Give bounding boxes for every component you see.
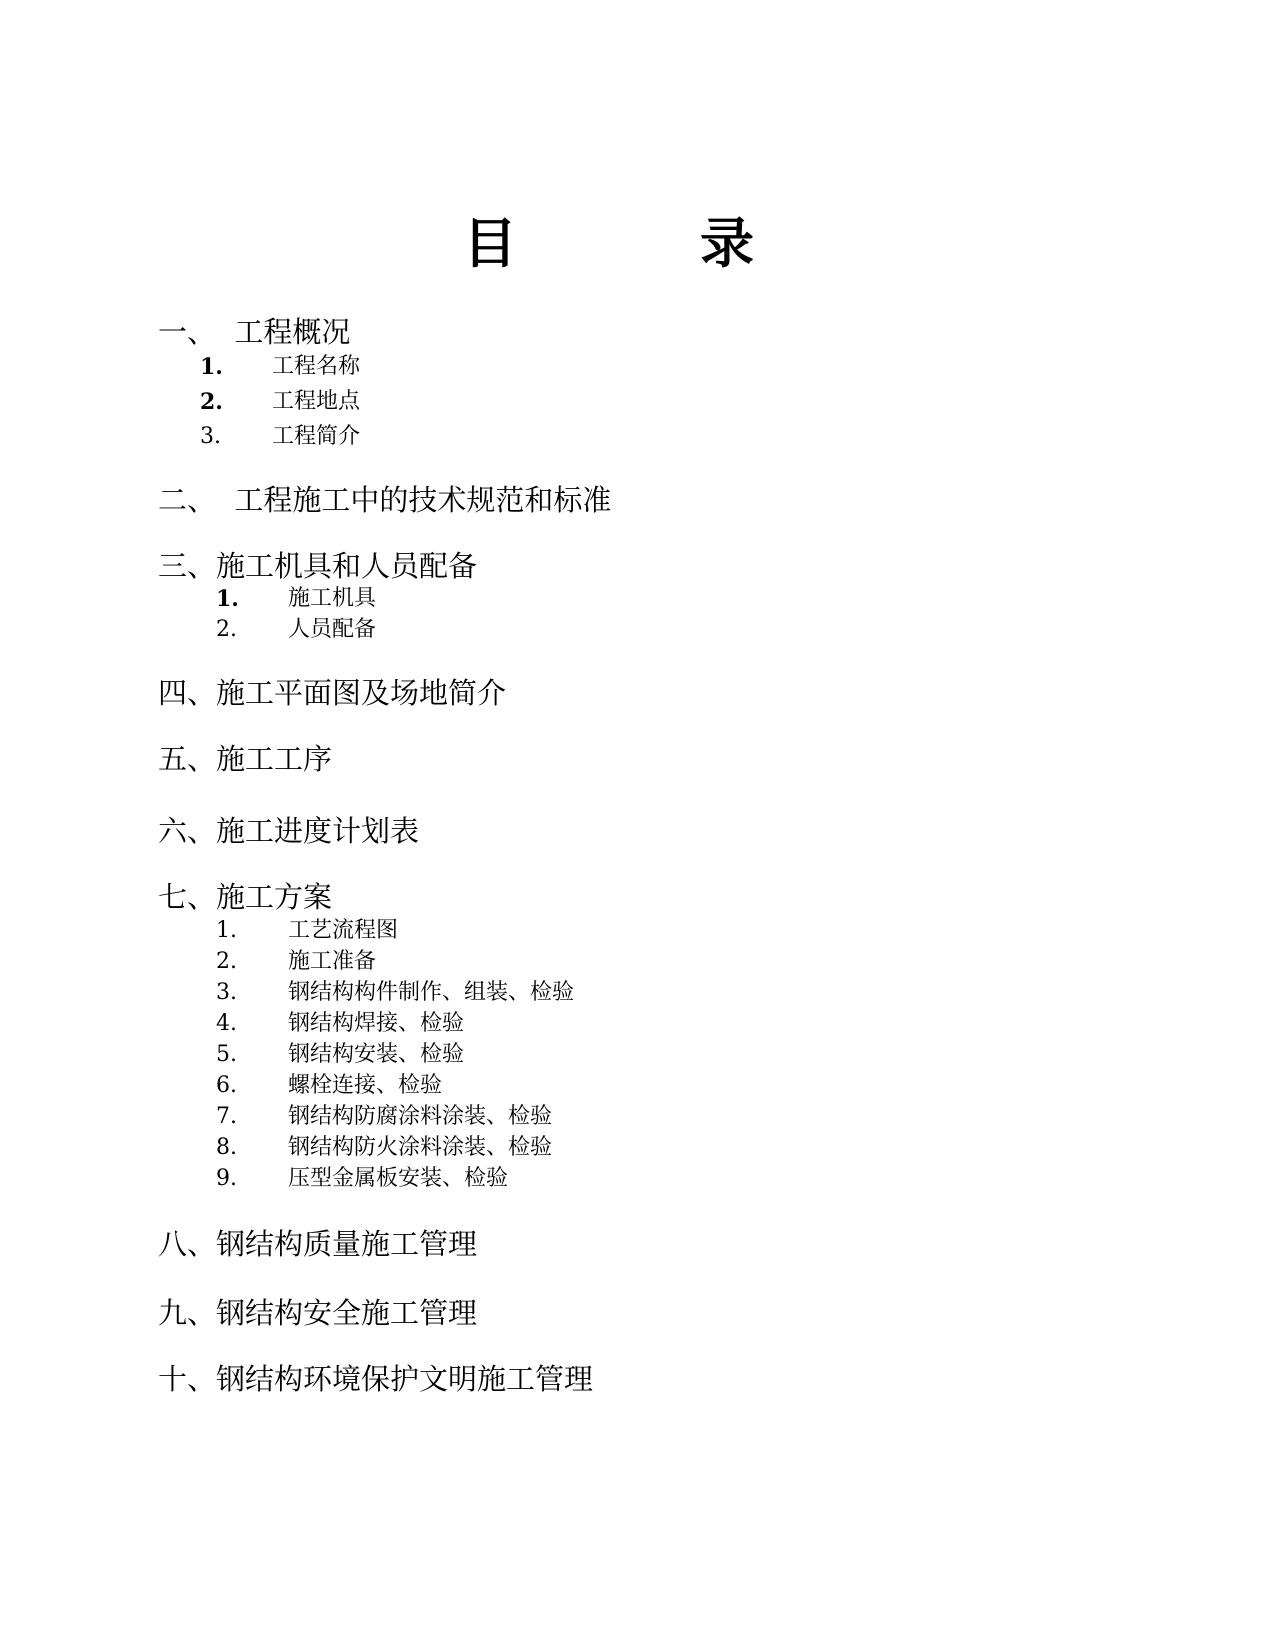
section-7-item-9-number: 9.	[216, 1166, 237, 1191]
section-3-heading: 三、施工机具和人员配备	[158, 549, 478, 583]
section-6-heading: 六、施工进度计划表	[158, 814, 420, 848]
section-7-item-3-number: 3.	[216, 980, 237, 1005]
section-7-item-8-text: 钢结构防火涂料涂装、检验	[288, 1135, 553, 1160]
section-1-item-2-text: 工程地点	[272, 389, 361, 414]
section-7-item-6-text: 螺栓连接、检验	[288, 1073, 443, 1098]
section-7-item-5-number: 5.	[216, 1042, 237, 1067]
section-1-item-3-text: 工程简介	[272, 424, 361, 449]
section-1-item-2-number: 2.	[200, 389, 223, 415]
section-7-item-6-number: 6.	[216, 1073, 237, 1098]
section-7-item-1-text: 工艺流程图	[288, 918, 399, 943]
section-3-item-2-text: 人员配备	[288, 617, 377, 642]
title-char-2: 录	[700, 211, 754, 275]
section-7-item-2-number: 2.	[216, 949, 237, 974]
section-3-item-2-number: 2.	[216, 617, 237, 642]
section-7-item-4-text: 钢结构焊接、检验	[288, 1011, 465, 1036]
section-7-item-7-text: 钢结构防腐涂料涂装、检验	[288, 1104, 553, 1129]
section-8-heading: 八、钢结构质量施工管理	[158, 1227, 478, 1261]
section-7-item-9-text: 压型金属板安装、检验	[288, 1166, 509, 1191]
title-char-1: 目	[463, 211, 517, 275]
section-7-item-3-text: 钢结构构件制作、组装、检验	[288, 980, 575, 1005]
section-9-heading: 九、钢结构安全施工管理	[158, 1296, 478, 1330]
section-7-item-7-number: 7.	[216, 1104, 237, 1129]
section-7-item-8-number: 8.	[216, 1135, 237, 1160]
section-1-heading: 一、 工程概况	[158, 315, 351, 349]
section-10-heading: 十、钢结构环境保护文明施工管理	[158, 1362, 594, 1396]
section-7-item-1-number: 1.	[216, 918, 237, 943]
section-3-item-1-text: 施工机具	[288, 586, 377, 611]
section-3-item-1-number: 1.	[216, 586, 239, 612]
section-1-item-3-number: 3.	[200, 424, 221, 449]
section-7-heading: 七、施工方案	[158, 880, 333, 914]
section-7-item-5-text: 钢结构安装、检验	[288, 1042, 465, 1067]
section-5-heading: 五、施工工序	[158, 742, 333, 776]
section-4-heading: 四、施工平面图及场地简介	[158, 676, 507, 710]
section-1-item-1-number: 1.	[200, 354, 223, 380]
section-2-heading: 二、 工程施工中的技术规范和标准	[158, 483, 612, 517]
section-1-item-1-text: 工程名称	[272, 354, 361, 379]
section-7-item-2-text: 施工准备	[288, 949, 377, 974]
section-7-item-4-number: 4.	[216, 1011, 237, 1036]
